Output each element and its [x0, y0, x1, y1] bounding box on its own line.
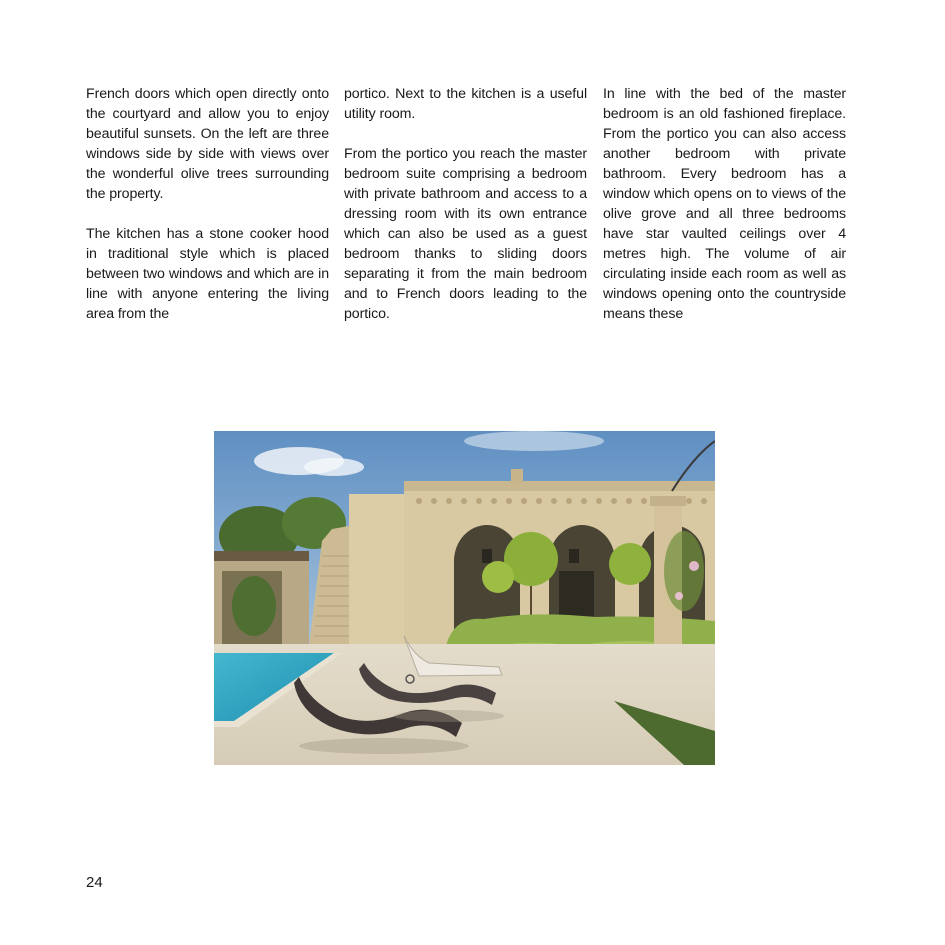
paragraph: portico. Next to the kitchen is a useful utility room. [344, 86, 587, 122]
paragraph: From the portico you reach the master bedroom suite comprising a bedroom with private bathroom and access to a dressing room with its own entrance which can also be used as a guest bedroom thanks to sliding doors separating it from the main bedroom and to French doors leading to the portico. [344, 146, 587, 322]
villa-courtyard-photo [214, 431, 715, 765]
page-number: 24 [86, 874, 103, 891]
text-column-1 [86, 84, 329, 344]
paragraph: French doors which open directly onto the courtyard and allow you to enjoy beautiful sunsets. On the left are three windows side by side with views over the wonderful olive trees surrounding the property. [86, 86, 329, 202]
paragraph: In line with the bed of the master bedroom is an old fashioned fireplace. From the portico you can also access another bedroom with private bathroom. Every bedroom has a window which opens on to views of the olive grove and all three bedrooms have star vaulted ceilings over 4 metres high. The volume of air circulating inside each room as well as windows opening onto the countryside means these [603, 86, 846, 322]
text-column-3 [603, 84, 846, 344]
text-column-2 [344, 84, 587, 344]
paragraph: The kitchen has a stone cooker hood in traditional style which is placed between two windows and which are in line with anyone entering the living area from the [86, 226, 329, 322]
